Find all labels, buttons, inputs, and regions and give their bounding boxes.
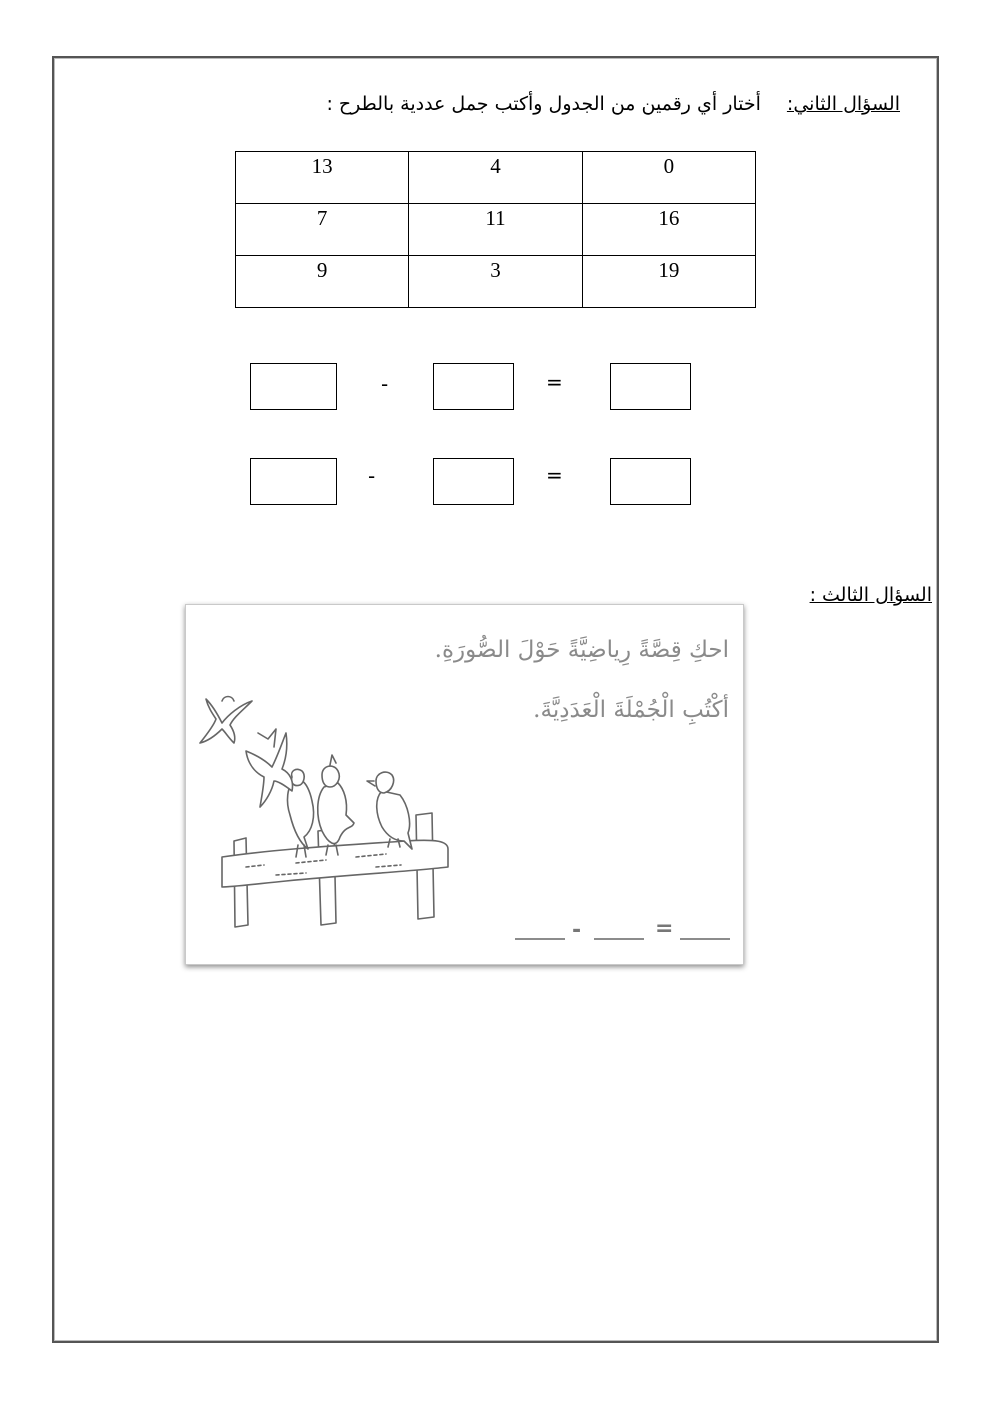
story-instruction: احكِ قِصَّةً رِياضِيَّةً حَوْلَ الصُّورَةِ. — [434, 637, 729, 663]
table-cell: 7 — [236, 204, 409, 256]
table-cell: 3 — [409, 256, 582, 308]
minus-sign: - — [381, 372, 389, 396]
birds-picture — [185, 604, 744, 965]
table-row — [236, 204, 756, 256]
question-2-label: السؤال الثاني: — [786, 93, 900, 115]
numbers-table — [235, 151, 756, 308]
bird-perched-3 — [377, 791, 412, 849]
table-cell: 4 — [409, 152, 582, 204]
table-cell: 16 — [582, 204, 755, 256]
bird-flying-1 — [200, 699, 252, 743]
answer-box[interactable] — [433, 363, 514, 410]
table-row — [236, 152, 756, 204]
sentence-instruction: أكْتُبِ الْجُمْلَةَ الْعَدَدِيَّةَ. — [533, 697, 729, 723]
question-2-heading — [326, 93, 900, 115]
bird-flying-2 — [246, 733, 293, 807]
minus-sign: - — [368, 464, 376, 488]
answer-box[interactable] — [433, 458, 514, 505]
equals-sign: = — [546, 463, 563, 487]
bird-perched-2 — [318, 783, 354, 844]
question-2-instruction: أختار أي رقمين من الجدول وأكتب جمل عددية بالطرح : — [326, 93, 761, 115]
table-cell: 0 — [582, 152, 755, 204]
answer-box[interactable] — [250, 363, 337, 410]
birds-on-fence-illustration — [186, 605, 744, 965]
table-row — [236, 256, 756, 308]
table-cell: 13 — [236, 152, 409, 204]
table-cell: 11 — [409, 204, 582, 256]
blank-minus-sign: - — [572, 918, 582, 943]
equals-sign: = — [546, 370, 563, 394]
answer-box[interactable] — [610, 458, 691, 505]
blank-equals-sign: = — [655, 916, 674, 941]
answer-box[interactable] — [610, 363, 691, 410]
question-3-label: السؤال الثالث : — [809, 584, 932, 606]
table-cell: 19 — [582, 256, 755, 308]
table-cell: 9 — [236, 256, 409, 308]
answer-box[interactable] — [250, 458, 337, 505]
